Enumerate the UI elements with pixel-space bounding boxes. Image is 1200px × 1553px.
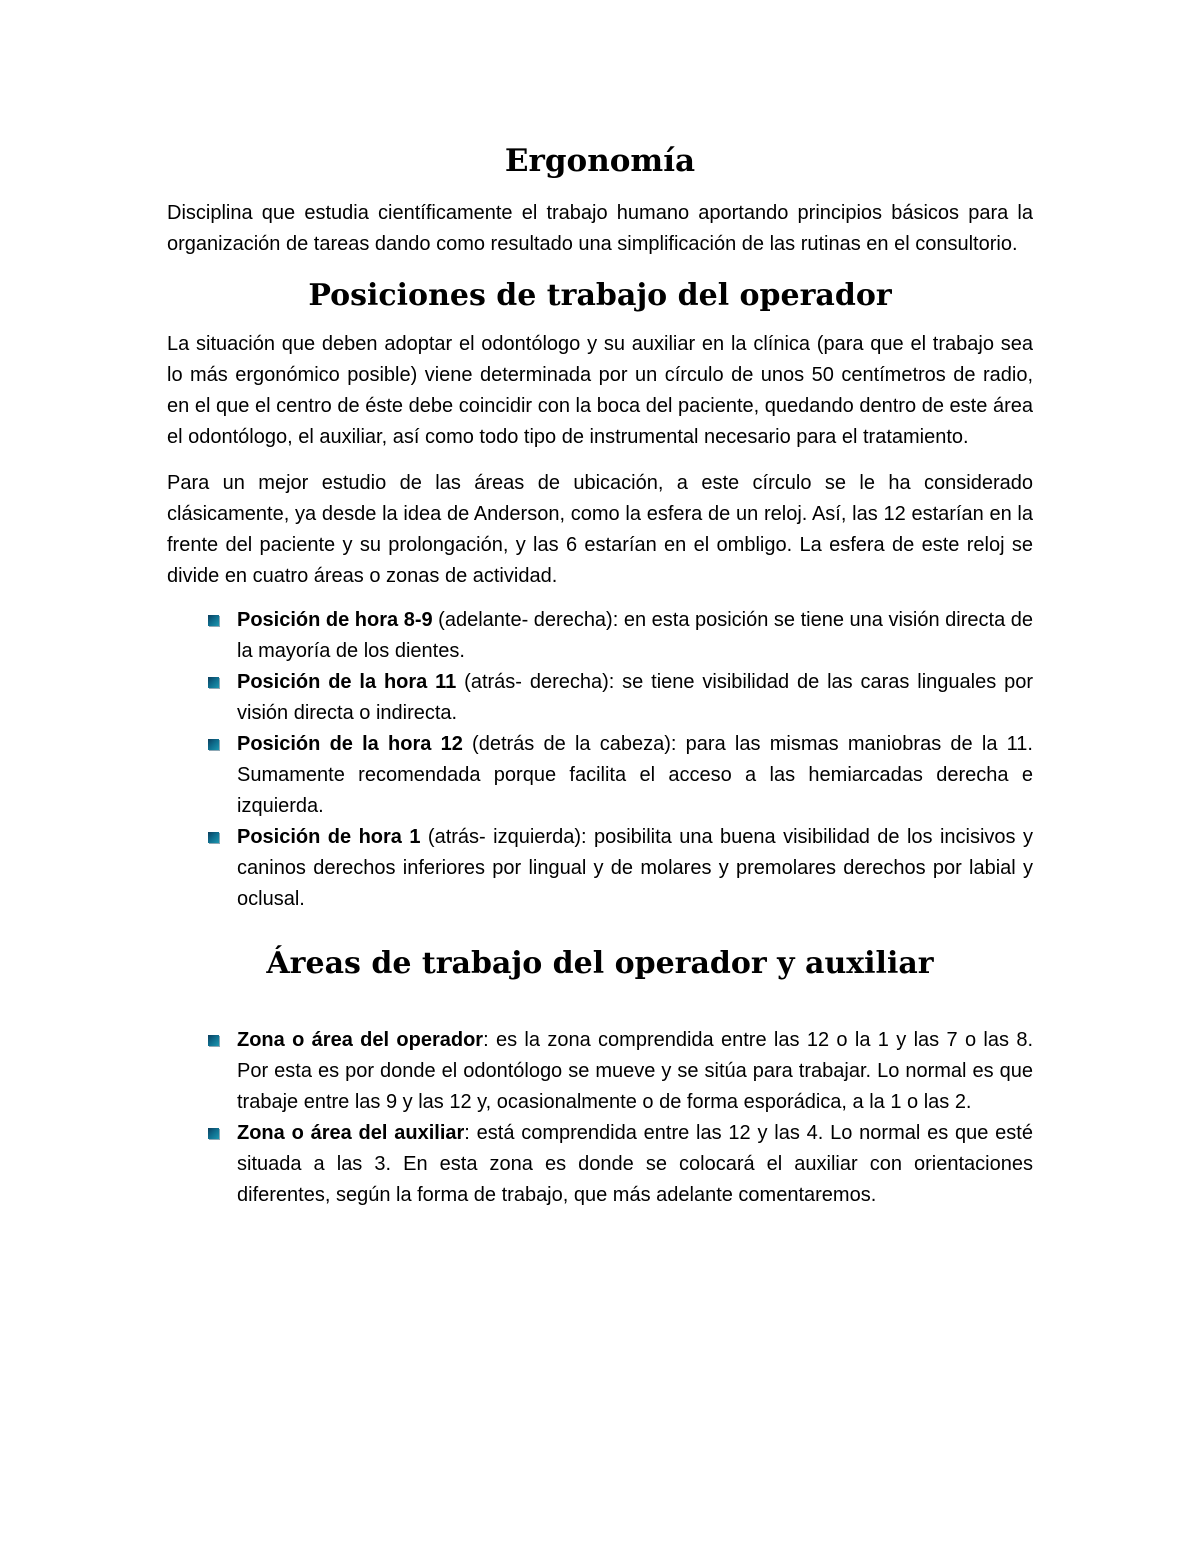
list-item-label: Posición de hora 1 xyxy=(237,826,421,848)
list-item-assistant-zone xyxy=(167,1118,1033,1211)
positions-list xyxy=(167,605,1033,915)
list-item-text: (detrás de la cabeza): para las mismas maniobras de la 11. Sumamente recomendada porque facilita el acceso a las hemiarcadas derecha e izquierda. xyxy=(237,733,1033,817)
list-item-operator-zone xyxy=(167,1025,1033,1118)
intro-paragraph: Disciplina que estudia científicamente el trabajo humano aportando principios básicos para la organización de tareas dando como resultado una simplificación de las rutinas en el consultorio. xyxy=(167,202,1033,255)
list-item-text: (adelante- derecha): en esta posición se tiene una visión directa de la mayoría de los dientes. xyxy=(237,609,1033,662)
square-bullet-icon xyxy=(208,677,219,688)
section-heading-positions: Posiciones de trabajo del operador xyxy=(308,278,892,313)
positions-paragraph-1: La situación que deben adoptar el odontólogo y su auxiliar en la clínica (para que el trabajo sea lo más ergonómico posible) viene determinada por un círculo de unos 50 centímetros de radio, en el que el centro de éste debe coincidir con la boca del paciente, quedando dentro de este área el odontólogo, el auxiliar, así como todo tipo de instrumental necesario para el tratamiento. xyxy=(167,333,1033,448)
square-bullet-icon xyxy=(208,615,219,626)
list-item-text: : está comprendida entre las 12 y las 4. Lo normal es que esté situada a las 3. En esta zona es donde se colocará el auxiliar con orientaciones diferentes, según la forma de trabajo, que más adelante comentaremos. xyxy=(237,1122,1033,1206)
list-item-label: Zona o área del auxiliar xyxy=(237,1122,465,1144)
square-bullet-icon xyxy=(208,739,219,750)
list-item-label: Zona o área del operador xyxy=(237,1029,484,1051)
list-item-text: (atrás- derecha): se tiene visibilidad de las caras linguales por visión directa o indirecta. xyxy=(237,671,1033,724)
areas-list xyxy=(167,1025,1033,1211)
list-item-position-1 xyxy=(167,822,1033,915)
list-item-label: Posición de la hora 11 xyxy=(237,671,457,693)
square-bullet-icon xyxy=(208,1128,219,1139)
list-item-label: Posición de la hora 12 xyxy=(237,733,463,755)
list-item-position-12 xyxy=(167,729,1033,822)
list-item-text: : es la zona comprendida entre las 12 o la 1 y las 7 o las 8. Por esta es por donde el odontólogo se mueve y se sitúa para trabajar. Lo normal es que trabaje entre las 9 y las 12 y, ocasionalmente o de forma esporádica, a la 1 o las 2. xyxy=(237,1029,1033,1113)
square-bullet-icon xyxy=(208,1035,219,1046)
list-item-label: Posición de hora 8-9 xyxy=(237,609,433,631)
list-item-text: (atrás- izquierda): posibilita una buena visibilidad de los incisivos y caninos derechos inferiores por lingual y de molares y premolares derechos por labial y oclusal. xyxy=(237,826,1033,910)
section-heading-areas: Áreas de trabajo del operador y auxiliar xyxy=(266,946,934,981)
square-bullet-icon xyxy=(208,832,219,843)
positions-paragraph-2: Para un mejor estudio de las áreas de ubicación, a este círculo se le ha considerado clásicamente, ya desde la idea de Anderson, como la esfera de un reloj. Así, las 12 estarían en la frente del paciente y su prolongación, y las 6 estarían en el ombligo. La esfera de este reloj se divide en cuatro áreas o zonas de actividad. xyxy=(167,472,1033,587)
document-page xyxy=(167,140,1033,1211)
list-item-position-11 xyxy=(167,667,1033,729)
page-title: Ergonomía xyxy=(504,143,696,179)
list-item-position-8-9 xyxy=(167,605,1033,667)
